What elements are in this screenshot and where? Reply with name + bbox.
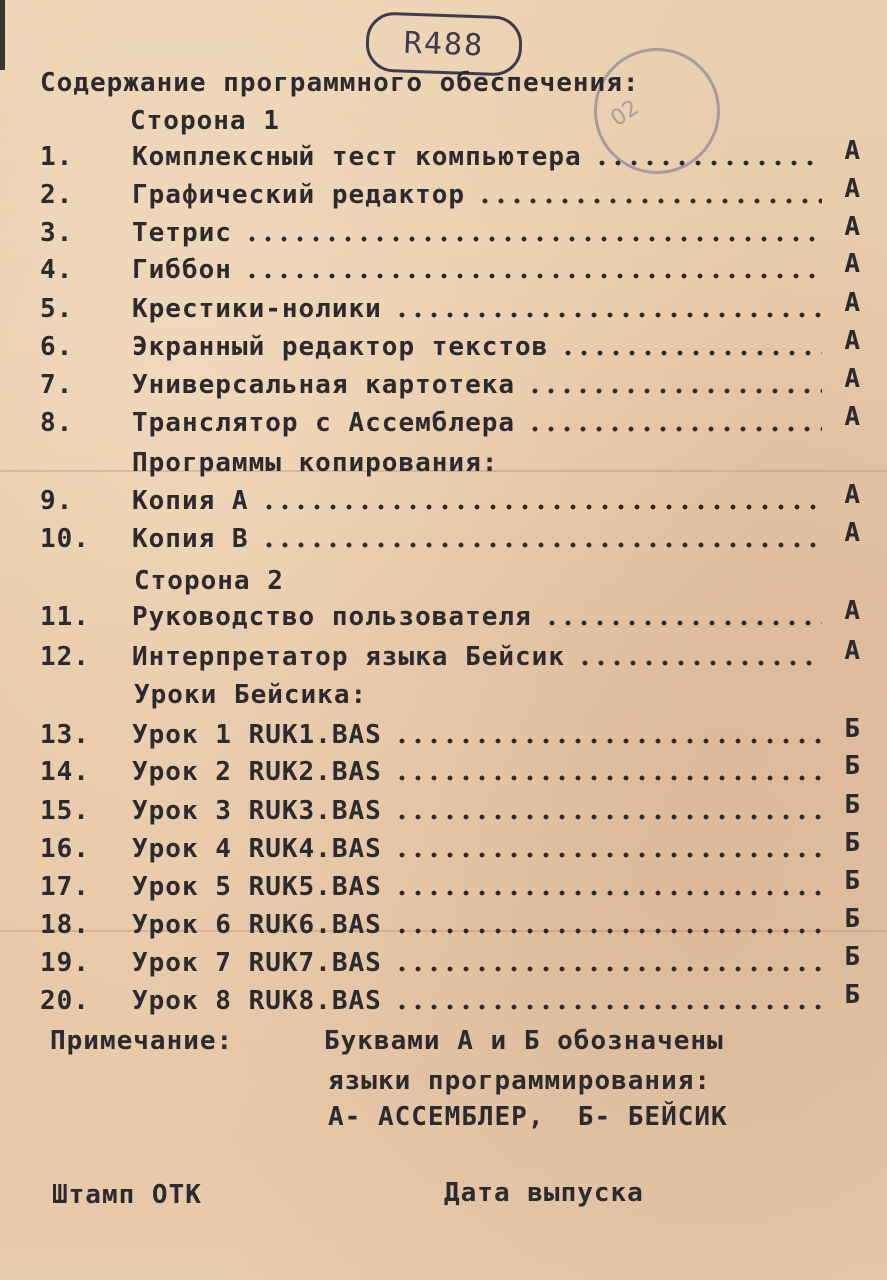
note-line-1: Буквами А и Б обозначены [324,1026,724,1056]
item-number: 9. [40,486,74,516]
item-number: 18. [40,910,90,940]
item-number: 19. [40,948,90,978]
item-title: Копия В [132,524,249,554]
item-number: 1. [40,142,74,172]
dot-leader [577,660,822,666]
item-number: 20. [40,986,90,1016]
dot-leader [261,542,822,548]
item-number: 8. [40,408,74,438]
dot-leader [244,273,822,279]
note-line-3: А- АССЕМБЛЕР, Б- БЕЙСИК [328,1102,728,1132]
side-1-heading: Сторона 1 [130,106,280,136]
list-item [40,174,866,212]
inventory-stamp: R488 [365,11,523,76]
item-title: Экранный редактор текстов [132,332,549,362]
item-title: Урок 5 RUK5.BAS [132,872,382,902]
dot-leader [394,966,822,972]
note-label: Примечание: [50,1026,234,1056]
item-title: Урок 2 RUK2.BAS [132,757,382,787]
item-language: Б [844,904,860,934]
item-number: 16. [40,834,90,864]
item-title: Универсальная картотека [132,370,516,400]
item-language: А [844,136,860,166]
item-number: 14. [40,757,90,787]
item-language: А [844,174,860,204]
list-item [40,751,866,789]
item-title: Графический редактор [132,180,466,210]
item-language: Б [844,866,860,896]
item-title: Крестики-нолики [132,294,382,324]
dot-leader [394,738,822,744]
item-language: А [844,636,860,666]
release-date-label: Дата выпуска [444,1178,644,1208]
list-item [40,942,866,980]
item-language: Б [844,828,860,858]
item-number: 2. [40,180,74,210]
document-heading: Содержание программного обеспечения: [40,68,640,98]
list-item [40,249,866,287]
item-language: Б [844,942,860,972]
item-number: 10. [40,524,90,554]
dot-leader [394,890,822,896]
item-number: 7. [40,370,74,400]
dot-leader [261,504,822,510]
item-title: Транслятор с Ассемблера [132,408,516,438]
item-title: Комплексный тест компьютера [132,142,582,172]
dot-leader [544,620,822,626]
list-item [40,326,866,364]
item-number: 4. [40,255,74,285]
item-title: Интерпретатор языка Бейсик [132,642,565,672]
list-item [40,212,866,250]
item-number: 11. [40,602,90,632]
item-title: Гиббон [132,255,232,285]
item-language: А [844,518,860,548]
list-item [40,402,866,440]
item-title: Руководство пользователя [132,602,532,632]
item-title: Урок 1 RUK1.BAS [132,720,382,750]
dot-leader [527,426,822,432]
list-item [40,980,866,1018]
note-line-2: языки программирования: [328,1066,712,1096]
list-item [40,714,866,752]
item-number: 15. [40,796,90,826]
item-number: 6. [40,332,74,362]
item-language: А [844,212,860,242]
dot-leader [394,852,822,858]
item-number: 3. [40,218,74,248]
item-title: Копия А [132,486,249,516]
dot-leader [394,814,822,820]
item-title: Урок 7 RUK7.BAS [132,948,382,978]
dot-leader [244,236,822,242]
item-title: Урок 4 RUK4.BAS [132,834,382,864]
item-language: А [844,480,860,510]
item-language: А [844,364,860,394]
dot-leader [394,1004,822,1010]
item-number: 13. [40,720,90,750]
side-2-heading: Сторона 2 [134,566,284,596]
list-item [40,288,866,326]
item-title: Урок 8 RUK8.BAS [132,986,382,1016]
item-number: 12. [40,642,90,672]
list-item [40,596,866,634]
page-edge [0,0,5,70]
dot-leader [394,775,822,781]
list-item [40,790,866,828]
item-language: Б [844,790,860,820]
list-item [40,828,866,866]
item-language: А [844,596,860,626]
item-language: Б [844,980,860,1010]
item-language: А [844,249,860,279]
item-language: А [844,402,860,432]
round-stamp-text: 02 [606,95,644,132]
list-item [40,364,866,402]
item-language: А [844,288,860,318]
dot-leader [527,388,822,394]
item-language: Б [844,751,860,781]
list-item [40,904,866,942]
dot-leader [594,160,822,166]
item-language: А [844,326,860,356]
list-item [40,518,866,556]
dot-leader [394,928,822,934]
item-language: Б [844,714,860,744]
otk-stamp-label: Штамп ОТК [52,1180,202,1210]
item-title: Тетрис [132,218,232,248]
item-title: Урок 6 RUK6.BAS [132,910,382,940]
dot-leader [394,312,822,318]
list-item [40,636,866,674]
dot-leader [477,198,822,204]
basic-lessons-heading: Уроки Бейсика: [134,680,368,710]
copy-programs-heading: Программы копирования: [132,448,499,478]
list-item [40,480,866,518]
item-number: 17. [40,872,90,902]
list-item [40,136,866,174]
dot-leader [560,350,822,356]
item-title: Урок 3 RUK3.BAS [132,796,382,826]
list-item [40,866,866,904]
item-number: 5. [40,294,74,324]
